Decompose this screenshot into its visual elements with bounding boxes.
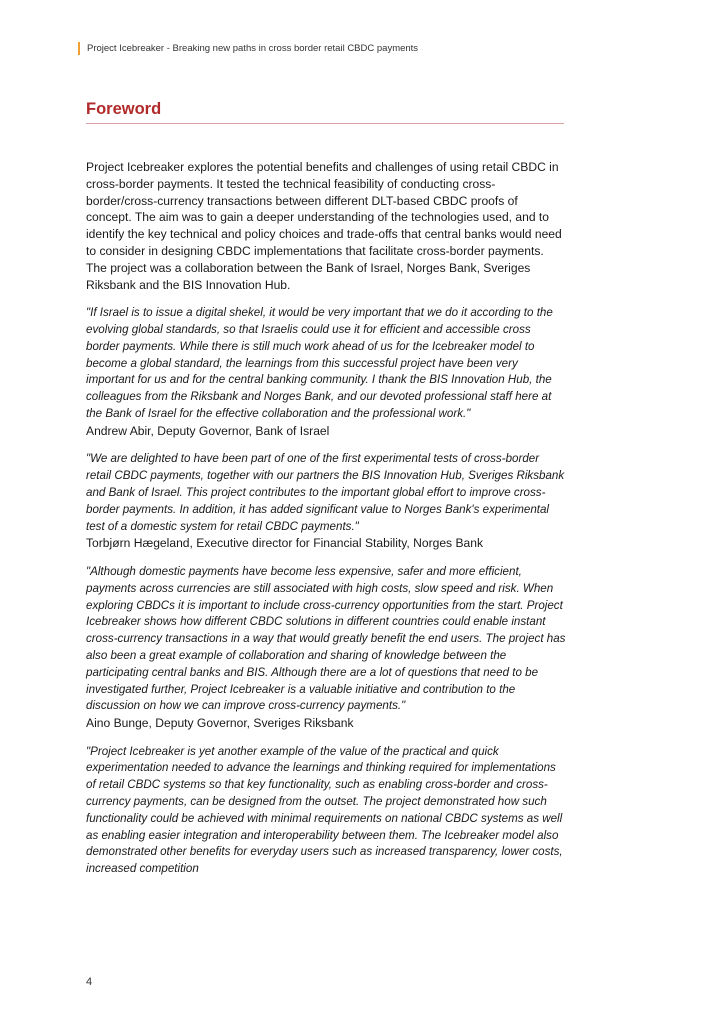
quote-text: "Although domestic payments have become less expensive, safer and more efficient, payments across currencies are still associated with high costs, slow speed and risk. When exploring CBDCs it is important to include cross-currency opportunities from the start. Project Icebreaker shows how different CBDC solutions in different countries could enable instant cross-currency transactions in a way that would greatly benefit the end users. The project has also been a great example of collaboration and sharing of knowledge between the participating central banks and BIS. Although there are a lot of questions that need to be investigated further, Project Icebreaker is a valuable initiative and contribution to the discussion on how we can improve cross-currency payments." xyxy=(86,564,566,713)
quote-block-riksbank xyxy=(86,564,566,732)
quote-block-bis-innovation-hub xyxy=(86,744,566,878)
quote-block-bank-of-israel xyxy=(86,305,566,439)
intro-paragraph: Project Icebreaker explores the potential benefits and challenges of using retail CBDC in cross-border payments. It tested the technical feasibility of conducting cross-border/cross-currency transactions between different DLT-based CBDC proofs of concept. The aim was to gain a deeper understanding of the technologies used, and to identify the key technical and policy choices and trade-offs that central banks would need to consider in designing CBDC implementations that facilitate cross-border payments. The project was a collaboration between the Bank of Israel, Norges Bank, Sveriges Riksbank and the BIS Innovation Hub. xyxy=(86,160,562,292)
title-divider xyxy=(86,123,564,124)
page-number: 4 xyxy=(86,976,93,988)
quote-text: "Project Icebreaker is yet another example of the value of the practical and quick experimentation needed to advance the learnings and thinking required for implementations of retail CBDC systems so that key functionality, such as enabling cross-border and cross-currency payments, can be designed from the outset. The project demonstrated how such functionality could be achieved with minimal requirements on national CBDC systems as well as enabling easier integration and interoperability between them. The Icebreaker model also demonstrated other benefits for everyday users such as increased transparency, lower costs, increased competition xyxy=(86,744,563,876)
quote-text: "If Israel is to issue a digital shekel, it would be very important that we do it according to the evolving global standards, so that Israelis could use it for efficient and accessible cross border payments. While there is still much work ahead of us for the Icebreaker model to become a global standard, the learnings from this successful project have been very important for us and for the central banking community. I thank the BIS Innovation Hub, the colleagues from the Riksbank and Norges Bank, and our devoted professional staff here at the Bank of Israel for the effective collaboration and the professional work." xyxy=(86,306,553,420)
quote-attribution: Andrew Abir, Deputy Governor, Bank of Israel xyxy=(86,423,330,438)
quote-attribution: Aino Bunge, Deputy Governor, Sveriges Riksbank xyxy=(86,716,354,731)
quote-attribution: Torbjørn Hægeland, Executive director for Financial Stability, Norges Bank xyxy=(86,536,484,551)
quote-block-norges-bank xyxy=(86,451,566,552)
quote-text: "We are delighted to have been part of one of the first experimental tests of cross-border retail CBDC payments, together with our partners the BIS Innovation Hub, Sveriges Riksbank and Bank of Israel. This project contributes to the important global effort to improve cross-border payments. In addition, it has added significant value to Norges Bank's experimental test of a domestic system for retail CBDC payments." xyxy=(86,452,565,533)
running-header: Project Icebreaker - Breaking new paths in cross border retail CBDC payments xyxy=(78,42,418,55)
section-title: Foreword xyxy=(86,100,162,118)
foreword-body xyxy=(86,159,566,878)
